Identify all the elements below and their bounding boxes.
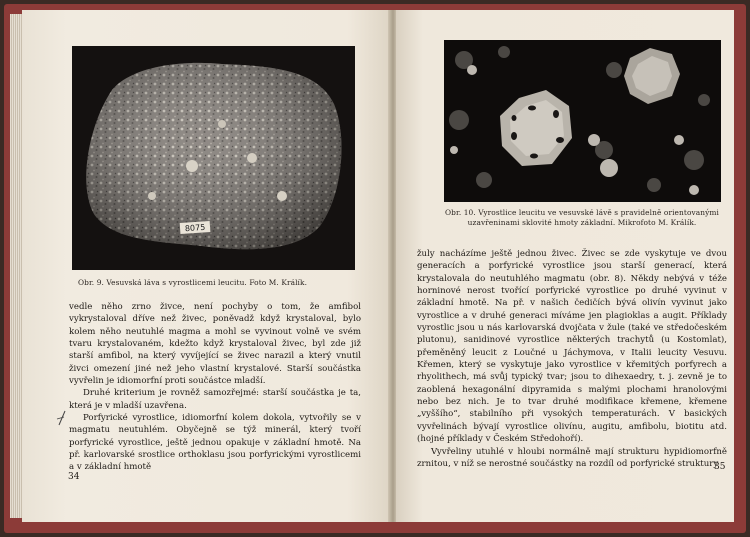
paragraph: Vyvřeliny utuhlé v hloubi normálně mají strukturu hypidiomorfně zrnitou, v níž se nerostné součástky na rozdíl od porfyrické struktury xyxy=(417,446,727,469)
microphoto-image xyxy=(444,40,721,202)
paragraph: vedle něho zrno živce, není pochyby o tom, že amfibol vykrystaloval dříve než živec, poněvadž když krystaloval, bylo kolem něho neutuhlé magma a mohl se vyvinout volně ve svém tvaru krystalovaném, kdežto když krystaloval živec, byl zde již starší amfibol, na který vyvíjející se živec narazil a který vnutil živci omezení jiné než jeho vlastní krystalové. Starší součástka vyvřelin je idiomorfní proti součástce mladší. xyxy=(69,302,361,387)
figure-caption-10: Obr. 10. Vyrostlice leucitu ve vesuvské lávě s pravidelně orientovanými uzavřeninami sklovité hmoty základní. Mikrofoto M. Králík. xyxy=(445,208,719,227)
right-body-text xyxy=(417,248,727,470)
paragraph: Druhé kriterium je rovněž samozřejmé: starší součástka je ta, která je v mladší uzavřena. xyxy=(69,388,361,411)
left-body-text xyxy=(69,301,361,474)
specimen-label: 8075 xyxy=(184,222,206,234)
page-stack-edge xyxy=(10,14,22,518)
paragraph: žuly nacházíme ještě jednou živec. Živec se zde vyskytuje ve dvou generacích a porfyrické vyrostlice jsou starší generací, která krystalovala do neutuhlého magmatu (obr. 8). Někdy nebývá v téže horninové nerost tvořící porfyrické vyrostlice po druhé vyvinut v základní hmotě. Na př. v našich čedičích bývá olivín vyvinut jako vyrostlice a v druhé generaci míváme jen plagioklas a augit. Příklady vyrostlic jsou u nás karlovarská dvojčata v žule (také ve středočeském plutonu), sanidinové vyrostlice některých trachytů (u Kostomlat), přeměněný leucit z Loučné u Jáchymova, v Italii leucity Vesuvu. Křemen, který se vyskytuje jako vyrostlice v křemitých porfyrech a rhyolithech, má svůj typický tvar; jsou to dihexaedry, t. j. zevně je to zaoblená hexagonální dipyramida s malými plochami hranolovými nebo bez nich. Je to tvar druhé modifikace křemene, křemene „vyššího“, stabilního při vysokých temperaturách. V basických vyvřelinách bývají vyrostlice olivínu, augitu, amfibolu, biotitu atd. (hojné příklady v Českém Středohoří). xyxy=(417,249,727,445)
right-page xyxy=(396,10,734,522)
figure-caption-9: Obr. 9. Vesuvská láva s vyrostlicemi leucitu. Foto M. Králík. xyxy=(78,278,308,287)
pencil-mark-icon xyxy=(55,410,69,426)
lava-specimen-photo xyxy=(72,46,355,270)
page-number-left: 34 xyxy=(68,472,80,482)
page-number-right: 35 xyxy=(714,462,726,472)
lava-rock-image xyxy=(72,46,355,270)
paragraph: Porfyrické vyrostlice, idiomorfní kolem dokola, vytvořily se v magmatu neutuhlém. Obyčejně se týž minerál, který tvoří porfyrické vyrostlice, ještě jednou opakuje v základní hmotě. Na př. karlovarské srostlice orthoklasu jsou porfyrickými vyrostlicemi a v základní hmotě xyxy=(69,413,361,473)
leucite-microphoto xyxy=(444,40,721,202)
left-page xyxy=(22,10,392,522)
